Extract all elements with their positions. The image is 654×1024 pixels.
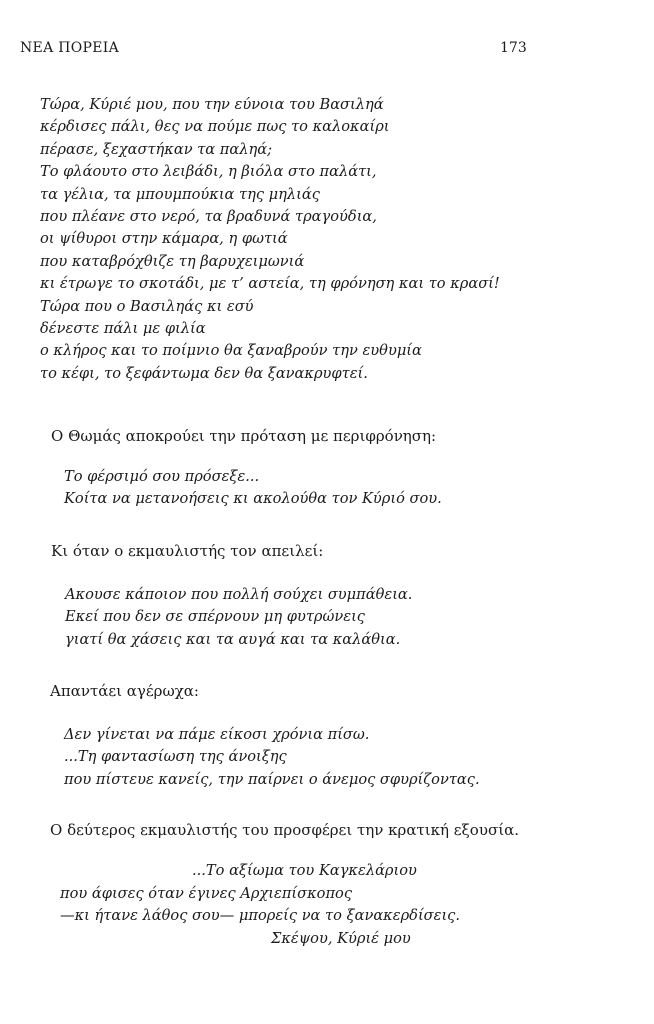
verse-line: πέρασε, ξεχαστήκαν τα παληά; bbox=[40, 140, 272, 158]
verse-line: Εκεί που δεν σε σπέρνουν μη φυτρώνεις bbox=[65, 608, 365, 626]
verse-line: κέρδισες πάλι, θες να πούμε πως το καλοκαίρι bbox=[40, 118, 390, 136]
verse-line: ...Το αξίωμα του Καγκελάριου bbox=[192, 862, 417, 879]
verse-line: —κι ήτανε λάθος σου— μπορείς να το ξανακερδίσεις. bbox=[60, 907, 460, 924]
verse-stanza-1 bbox=[40, 94, 500, 385]
verse-line: τα γέλια, τα μπουμπούκια της μηλιάς bbox=[40, 185, 320, 203]
verse-line: Τώρα που ο Βασιληάς κι εσύ bbox=[40, 297, 254, 315]
verse-line: το κέφι, το ξεφάντωμα δεν θα ξανακρυφτεί. bbox=[40, 364, 368, 382]
verse-line: Τώρα, Κύριέ μου, που την εύνοια του Βασιληά bbox=[40, 96, 384, 113]
verse-line: που καταβρόχθιζε τη βαρυχειμωνιά bbox=[40, 252, 305, 270]
prose-paragraph-4: Ο δεύτερος εκμαυλιστής του προσφέρει την κρατική εξουσία. bbox=[50, 821, 519, 839]
verse-line: γιατί θα χάσεις και τα αυγά και τα καλάθια. bbox=[65, 630, 401, 648]
verse-line: Δεν γίνεται να πάμε είκοσι χρόνια πίσω. bbox=[64, 726, 370, 743]
verse-line: κι έτρωγε το σκοτάδι, με τ’ αστεία, τη φρόνηση και το κρασί! bbox=[40, 275, 500, 293]
verse-line: που πλέανε στο νερό, τα βραδυνά τραγούδια, bbox=[40, 208, 377, 226]
page-number: 173 bbox=[500, 40, 527, 56]
verse-line: ...Τη φαντασίωση της άνοιξης bbox=[64, 748, 287, 766]
verse-line: Κοίτα να μετανοήσεις κι ακολούθα τον Κύριό σου. bbox=[64, 490, 442, 508]
verse-line: Το φέρσιμό σου πρόσεξε... bbox=[64, 468, 260, 485]
running-title: ΝΕΑ ΠΟΡΕΙΑ bbox=[20, 40, 119, 56]
verse-line: που πίστευε κανείς, την παίρνει ο άνεμος σφυρίζοντας. bbox=[64, 770, 480, 788]
verse-stanza-4 bbox=[64, 724, 480, 791]
verse-line: Ακουσε κάποιον που πολλή σούχει συμπάθεια. bbox=[65, 586, 413, 603]
verse-line: που άφισες όταν έγινες Αρχιεπίσκοπος bbox=[60, 884, 353, 902]
prose-paragraph-1: Ο Θωμάς αποκρούει την πρόταση με περιφρόνηση: bbox=[51, 427, 437, 445]
prose-paragraph-2: Κι όταν ο εκμαυλιστής τον απειλεί: bbox=[51, 542, 324, 560]
verse-stanza-3 bbox=[65, 584, 412, 651]
verse-line: Σκέψου, Κύριέ μου bbox=[271, 929, 411, 947]
verse-line: δένεστε πάλι με φιλία bbox=[40, 320, 206, 338]
verse-stanza-5 bbox=[60, 860, 460, 950]
verse-line: ο κλήρος και το ποίμνιο θα ξαναβρούν την ευθυμία bbox=[40, 342, 422, 360]
verse-line: οι ψίθυροι στην κάμαρα, η φωτιά bbox=[40, 230, 288, 248]
prose-paragraph-3: Απαντάει αγέρωχα: bbox=[50, 682, 199, 700]
verse-stanza-2 bbox=[64, 466, 442, 511]
verse-line: Το φλάουτο στο λειβάδι, η βιόλα στο παλάτι, bbox=[40, 163, 377, 181]
